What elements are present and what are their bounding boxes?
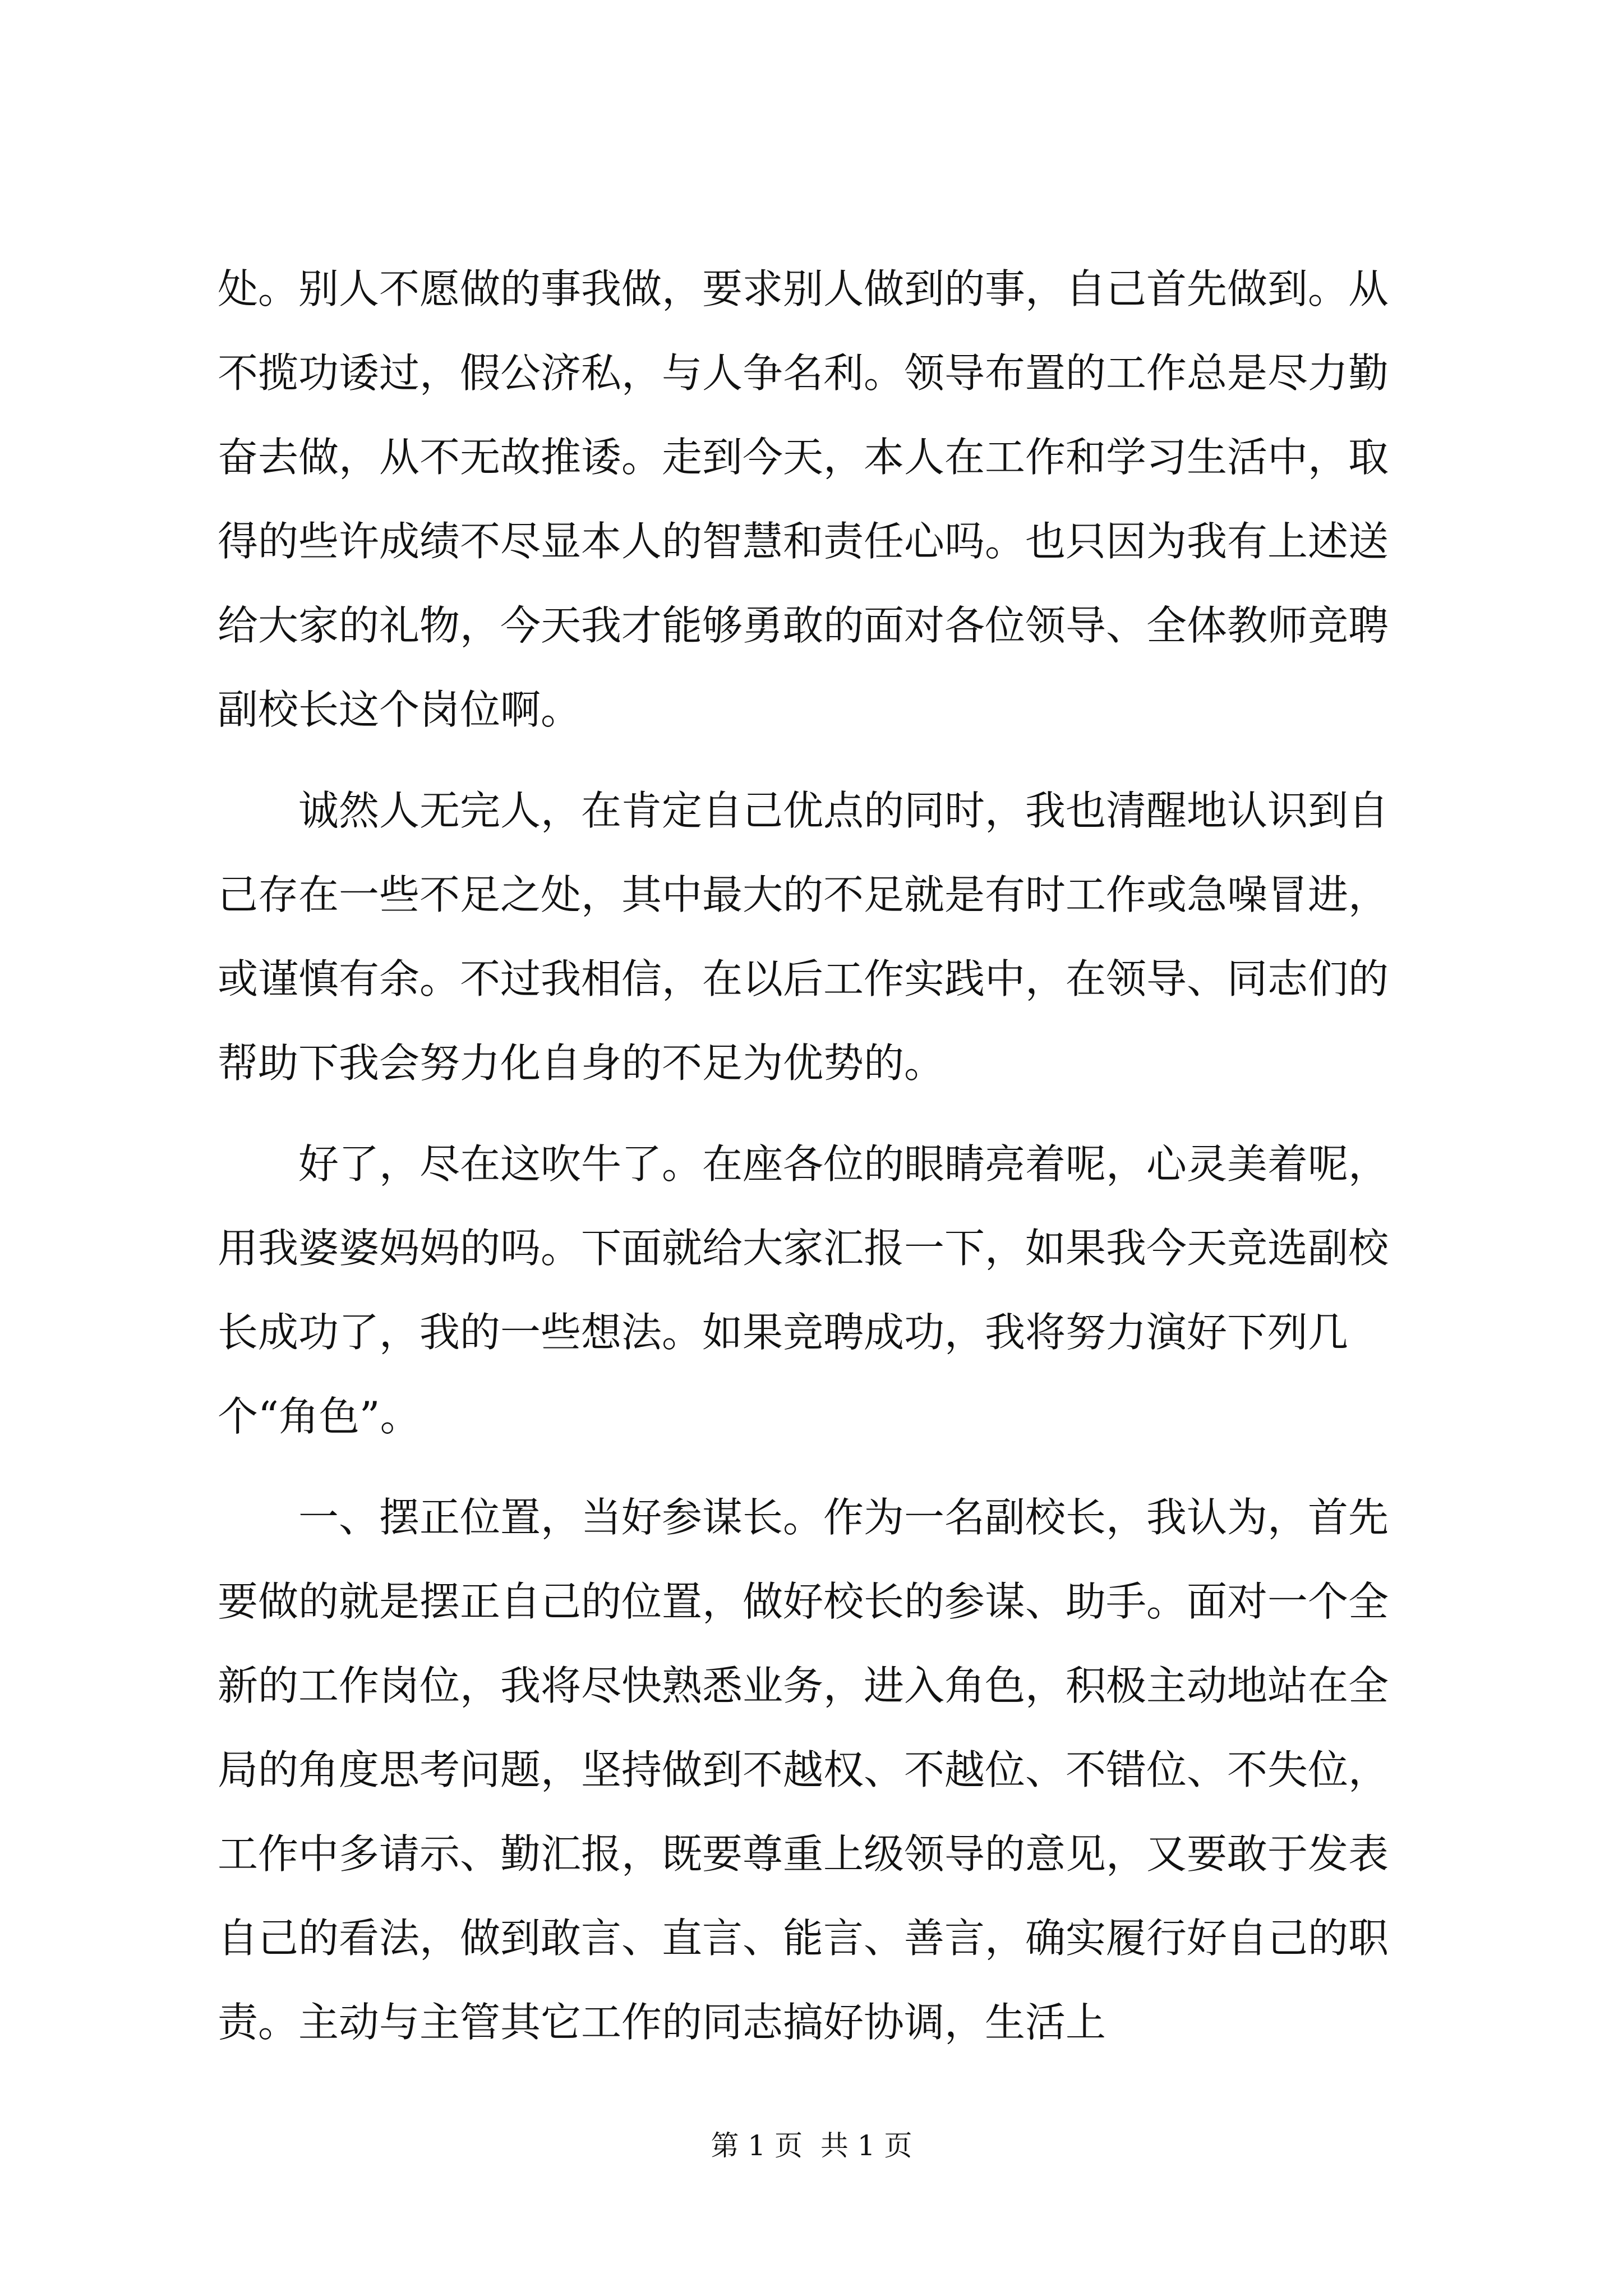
document-body	[218, 247, 1427, 2081]
paragraph-2: 诚然人无完人，在肯定自己优点的同时，我也清醒地认识到自己存在一些不足之处，其中最大的不足就是有时工作或急噪冒进，或谨慎有余。不过我相信，在以后工作实践中，在领导、同志们的帮助下我会努力化自身的不足为优势的。	[218, 787, 1389, 1087]
page-number-label: 第 1 页 共 1 页	[711, 2129, 912, 2162]
page-footer	[0, 2126, 1623, 2165]
paragraph-1: 处。别人不愿做的事我做，要求别人做到的事，自己首先做到。从不揽功诿过，假公济私，与人争名利。领导布置的工作总是尽力勤奋去做，从不无故推诿。走到今天，本人在工作和学习生活中，取得的些许成绩不尽显本人的智慧和责任心吗。也只因为我有上述送给大家的礼物，今天我才能够勇敢的面对各位领导、全体教师竞聘副校长这个岗位啊。	[218, 265, 1389, 733]
paragraph-3: 好了，尽在这吹牛了。在座各位的眼睛亮着呢，心灵美着呢，用我婆婆妈妈的吗。下面就给大家汇报一下，如果我今天竞选副校长成功了，我的一些想法。如果竞聘成功，我将努力演好下列几个“角色”。	[218, 1140, 1389, 1440]
paragraph-4: 一、摆正位置，当好参谋长。作为一名副校长，我认为，首先要做的就是摆正自己的位置，做好校长的参谋、助手。面对一个全新的工作岗位，我将尽快熟悉业务，进入角色，积极主动地站在全局的角度思考问题，坚持做到不越权、不越位、不错位、不失位，工作中多请示、勤汇报，既要尊重上级领导的意见，又要敢于发表自己的看法，做到敢言、直言、能言、善言，确实履行好自己的职责。主动与主管其它工作的同志搞好协调，生活上	[218, 1494, 1389, 2046]
